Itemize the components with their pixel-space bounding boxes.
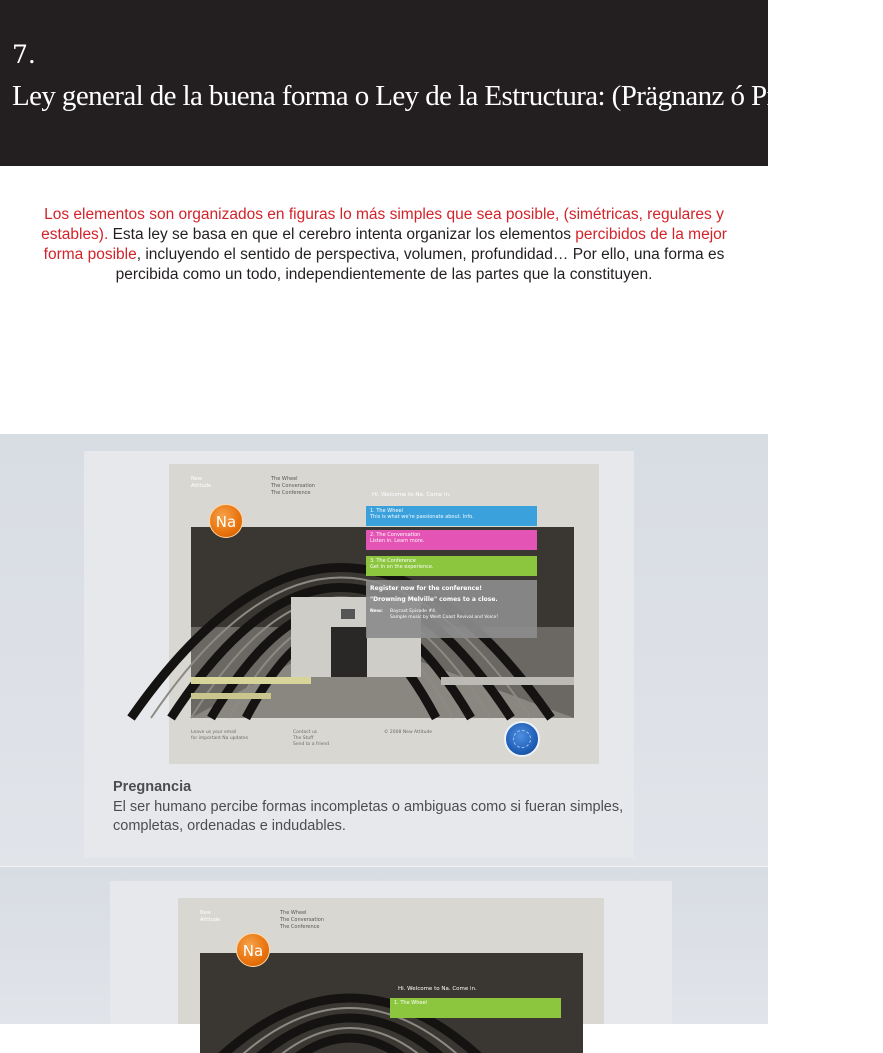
brand-line: New	[191, 476, 202, 482]
example-card	[110, 881, 672, 1024]
footer-line: Contact us	[293, 730, 318, 735]
caption-title: Pregnancia	[113, 779, 192, 795]
na-logo-badge: Na	[209, 504, 243, 538]
menu-bar-title: 3. The Conference	[370, 558, 416, 564]
footer-line: for important Na updates	[191, 736, 249, 741]
footer-line: The Stuff	[293, 736, 314, 741]
intro-highlight-2: percibidos de la mejor forma posible	[43, 226, 727, 263]
site-brand	[191, 476, 251, 490]
website-mockup	[178, 898, 604, 1024]
intro-paragraph	[26, 205, 742, 285]
slide-caption	[113, 779, 633, 836]
menu-bar-desc: This is what we're passionate about. Info.	[370, 514, 474, 520]
menu-bar-wheel	[366, 506, 537, 526]
footer-links	[293, 730, 329, 748]
intro-text-1: Esta ley se basa en que el cerebro intenta organizar los elementos	[108, 226, 576, 243]
promo-news-label: New:	[370, 609, 383, 614]
section-title: Ley general de la buena forma o Ley de la Estructura: (Prägnanz ó Pregnancia)	[12, 80, 883, 112]
promo-detail-line: Sample music by West Coast Revival and Voice!	[390, 615, 499, 620]
slide-header	[0, 0, 883, 166]
menu-bar-desc: Listen in. Learn more.	[370, 538, 425, 544]
nav-item-conference: The Conference	[271, 490, 311, 496]
footer-signup	[191, 730, 248, 742]
brand-line: Attitude	[200, 917, 221, 923]
site-nav	[271, 476, 371, 497]
promo-line: "Drowning Melville" comes to a close.	[370, 596, 498, 603]
footer-line: Send to a friend	[293, 742, 330, 747]
nav-item-wheel: The Wheel	[280, 910, 307, 916]
footer-copyright	[384, 730, 432, 736]
menu-bar-title: 1. The Wheel	[370, 508, 403, 514]
intro-highlight-1: Los elementos son organizados en figuras lo más simples que sea posible, (simétricas, regulares y estables).	[41, 206, 724, 243]
promo-line: Register now for the conference!	[370, 585, 482, 592]
promo-news-detail	[390, 609, 498, 621]
menu-bar-conference	[366, 556, 537, 576]
caption-body: El ser humano percibe formas incompletas o ambiguas como si fueran simples, completas, ordenadas e indudables.	[113, 799, 624, 834]
welcome-text: Hi. Welcome to Na. Come in.	[398, 986, 477, 992]
site-brand	[200, 910, 260, 924]
blue-seal-icon	[504, 721, 540, 757]
welcome-text: Hi. Welcome to Na. Come in.	[372, 492, 451, 498]
promo-news	[370, 609, 533, 621]
brand-line: Attitude	[191, 483, 212, 489]
example-slide-1	[0, 434, 768, 866]
menu-bar-title: 1. The Wheel	[394, 1000, 427, 1006]
brand-line: New	[200, 910, 211, 916]
promo-box	[366, 580, 537, 638]
na-logo-badge: Na	[236, 933, 270, 967]
intro-text-2: , incluyendo el sentido de perspectiva, volumen, profundidad… Por ello, una forma es percibida como un todo, independientemente de las partes que la constituyen.	[115, 246, 725, 283]
footer-line: Leave us your email	[191, 730, 237, 735]
nav-item-conversation: The Conversation	[280, 917, 324, 923]
website-mockup	[169, 464, 599, 764]
menu-bar-title: 2. The Conversation	[370, 532, 421, 538]
nav-item-conference: The Conference	[280, 924, 320, 930]
nav-item-conversation: The Conversation	[271, 483, 315, 489]
section-number: 7.	[12, 40, 36, 69]
example-card	[84, 451, 634, 858]
example-slide-2	[0, 867, 768, 1024]
site-nav	[280, 910, 380, 931]
menu-bar-conversation	[366, 530, 537, 550]
menu-bar-wheel	[390, 998, 561, 1018]
nav-item-wheel: The Wheel	[271, 476, 298, 482]
menu-bar-desc: Get in on the experience.	[370, 564, 434, 570]
footer-line: © 2008 New Attitude	[384, 730, 433, 735]
promo-detail-line: Baycast Episode #4.	[390, 609, 437, 614]
